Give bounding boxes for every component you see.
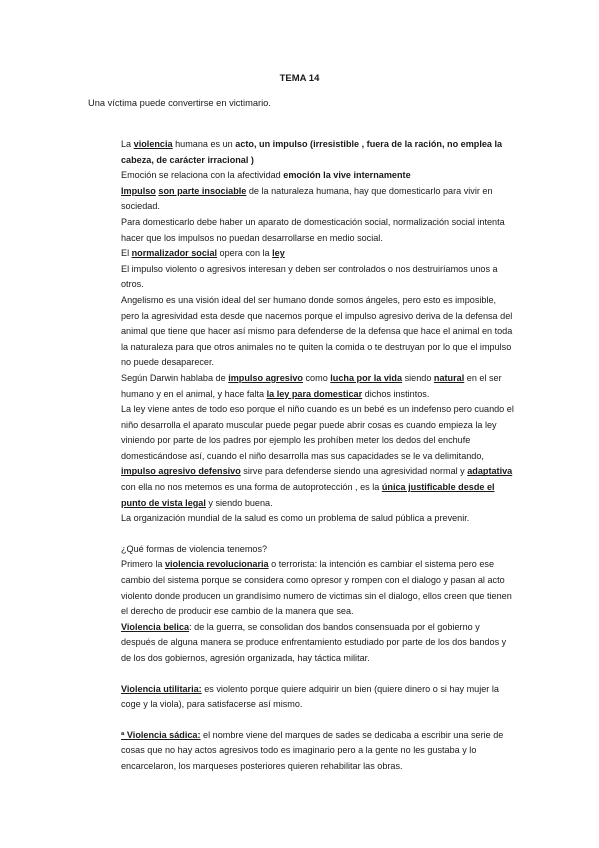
paragraph-spacer bbox=[121, 667, 516, 682]
text-run: de la naturaleza humana, hay que domesticarlo para vivir en sociedad. bbox=[121, 185, 493, 212]
text-run: siendo bbox=[402, 372, 434, 383]
text-run: Emoción se relaciona con la afectividad bbox=[121, 170, 284, 181]
text-run: impulso agresivo defensivo bbox=[121, 466, 241, 477]
text-run: emoción la vive internamente bbox=[283, 170, 411, 181]
text-run: lucha por la vida bbox=[330, 372, 403, 383]
text-run: violencia bbox=[133, 139, 173, 149]
text-run: Para domesticarlo debe haber un aparato de domesticación social, normalización social intenta hacer que los impulsos no puedan desarrollarse en medio social. bbox=[121, 216, 505, 243]
text-run: ¿Qué formas de violencia tenemos? bbox=[121, 543, 268, 554]
document-subtitle: Una víctima puede convertirse en victimario. bbox=[88, 98, 271, 108]
text-run: Violencia utilitaria: bbox=[121, 683, 202, 694]
text-run: Según Darwin hablaba de bbox=[121, 372, 229, 383]
paragraph bbox=[121, 137, 516, 168]
paragraph bbox=[121, 168, 516, 184]
text-run: La bbox=[121, 139, 134, 149]
paragraph bbox=[121, 262, 516, 293]
paragraph bbox=[121, 371, 516, 402]
text-run: normalizador social bbox=[131, 248, 218, 259]
text-run: Violencia belica bbox=[121, 621, 190, 632]
text-run: natural bbox=[433, 372, 465, 383]
paragraph bbox=[121, 215, 516, 246]
paragraph-spacer bbox=[121, 713, 516, 728]
text-run: ley bbox=[272, 248, 285, 259]
text-run: Primero la bbox=[121, 559, 165, 570]
text-run: y siendo buena. bbox=[205, 497, 273, 508]
paragraph bbox=[121, 511, 516, 527]
paragraph-spacer bbox=[121, 527, 516, 542]
text-run: La ley viene antes de todo eso porque el niño cuando es un bebé es un indefenso pero cuando el niño desarrolla el aparato muscular puede pegar puede abrir cosas es cuando empieza la ley viniendo por parte de los padres por ejemplo les prohíben meter los dedos del enchufe domesticándose así, cuando el niño desarrolla mas sus capacidades se le va delimitando, bbox=[121, 404, 514, 461]
text-run: adaptativa bbox=[467, 466, 513, 477]
text-run: La organización mundial de la salud es como un problema de salud pública a prevenir. bbox=[121, 513, 470, 524]
text-run: son parte insociable bbox=[158, 185, 247, 196]
text-run: impulso agresivo bbox=[228, 372, 303, 383]
text-run: la ley para domesticar bbox=[266, 388, 363, 399]
text-run: es violento porque quiere adquirir un bien (quiere dinero o si hay mujer la coge y la viola), para satisfacerse así mismo. bbox=[121, 683, 499, 710]
text-run: acto, un impulso bbox=[235, 139, 308, 149]
document-body bbox=[121, 137, 516, 775]
text-run: Impulso bbox=[121, 185, 156, 196]
text-run: en el ser humano y en el animal, y hace falta bbox=[121, 372, 502, 399]
text-run: opera con la bbox=[217, 248, 273, 259]
text-run: : de la guerra, se consolidan dos bandos consensuada por el gobierno y después de alguna manera se produce enfrentamiento estudiado por parte de los dos bandos y de los dos gobiernos, agresión organizada, hay táctica militar. bbox=[121, 621, 507, 663]
paragraph bbox=[121, 542, 516, 558]
paragraph bbox=[121, 728, 516, 775]
text-run: dichos instintos. bbox=[362, 388, 430, 399]
document-title: TEMA 14 bbox=[279, 73, 320, 84]
text-run: el nombre viene del marques de sades se dedicaba a escribir una serie de cosas que no hay actos agresivos todo es imaginario pero a la gente no les gustaba y lo encarcelaron, los marqueses posteriores quieren rehabilitar las obras. bbox=[121, 729, 504, 771]
text-run: Angelismo es una visión ideal del ser humano donde somos ángeles, pero esto es imposible, pero la agresividad esta desde que nacemos porque el impulso agresivo deriva de la defensa del animal que tiene que hacer así mismo para defenderse de la defensa que hace el animal en toda la naturaleza para que otros animales no te quiten la comida o te destruyan por lo que el impulso no puede desaparecer. bbox=[121, 294, 513, 368]
text-run: o terrorista: la intención es cambiar el sistema pero ese cambio del sistema porque se considera como opresor y rompen con el dialogo y pasan al acto violento donde producen un grandísimo numero de victimas sin el dialogo, ellos creen que tienen el derecho de producir ese cambio de la manera que sea. bbox=[121, 559, 512, 617]
paragraph bbox=[121, 682, 516, 713]
text-run: El bbox=[121, 248, 132, 259]
text-run: humana es un bbox=[172, 139, 236, 149]
text-run: como bbox=[302, 372, 331, 383]
text-run: con ella no nos metemos es una forma de autoprotección , es la bbox=[121, 482, 382, 493]
paragraph bbox=[121, 293, 516, 371]
paragraph bbox=[121, 620, 516, 667]
text-run: El impulso violento o agresivos interesan y deben ser controlados o nos destruiríamos unos a otros. bbox=[121, 263, 498, 290]
text-run: (irresistible , fuera de la ración, no emplea la cabeza, de carácter irracional ) bbox=[121, 139, 503, 165]
paragraph bbox=[121, 402, 516, 511]
paragraph bbox=[121, 184, 516, 215]
text-run: ª Violencia sádica: bbox=[121, 729, 201, 740]
text-run: única justificable desde el punto de vista legal bbox=[121, 482, 495, 508]
paragraph bbox=[121, 246, 516, 262]
text-run: sirve para defenderse siendo una agresividad normal y bbox=[240, 466, 468, 477]
paragraph bbox=[121, 557, 516, 619]
text-run: violencia revolucionaria bbox=[164, 559, 269, 570]
